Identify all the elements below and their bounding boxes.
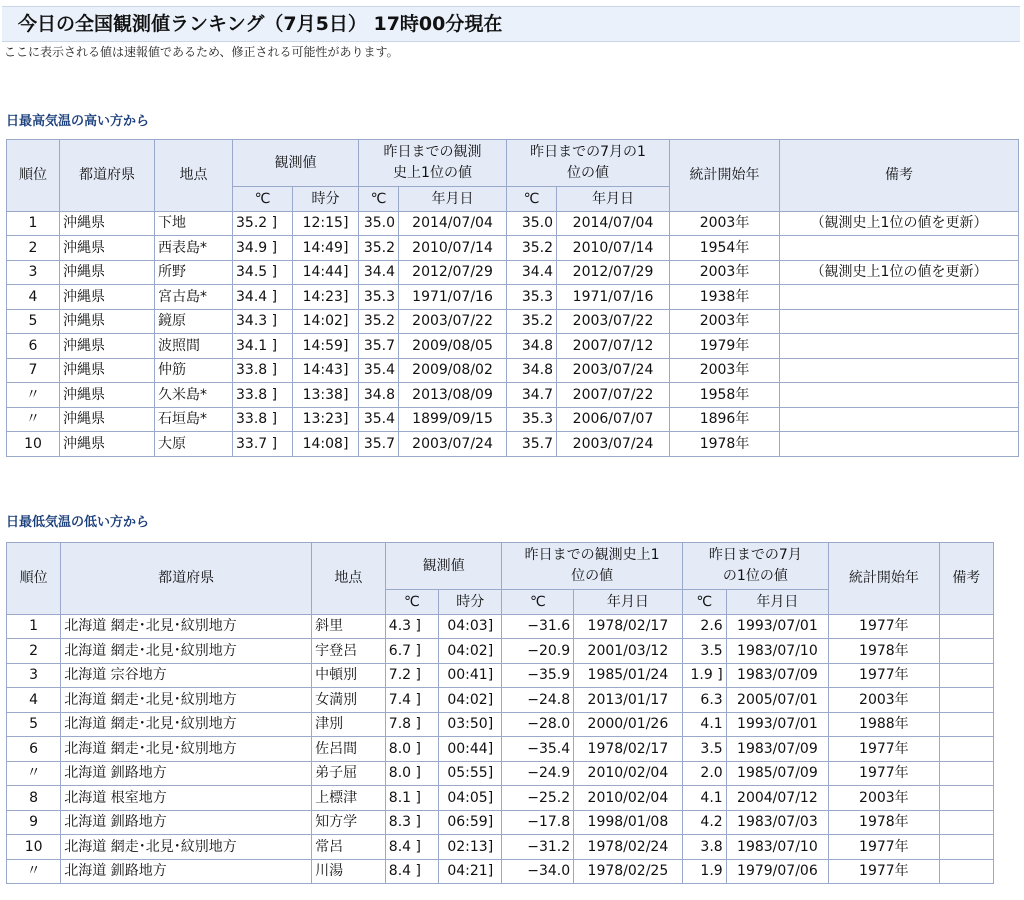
observed-value-cell: 8.3 ]	[385, 810, 438, 835]
low-section-title: 日最低気温の低い方から	[6, 515, 150, 530]
site-cell: 鏡原	[155, 309, 233, 334]
month-record-value-cell: 2.6	[682, 614, 726, 639]
site-cell: 津別	[312, 712, 386, 737]
site-cell: 波照間	[155, 334, 233, 359]
month-record-date-cell: 1971/07/16	[557, 285, 670, 310]
month-record-date-cell: 1993/07/01	[726, 712, 828, 737]
record-value-cell: −35.4	[502, 737, 574, 762]
header-unit: ℃	[502, 590, 574, 615]
record-value-cell: −24.9	[502, 761, 574, 786]
start-year-cell: 1977年	[829, 835, 940, 860]
observed-time-cell: 02:13]	[439, 835, 502, 860]
header-record-month: 昨日までの7月の1位の値	[507, 140, 670, 187]
observed-time-cell: 04:02]	[439, 639, 502, 664]
record-value-cell: −17.8	[502, 810, 574, 835]
month-record-date-cell: 1993/07/01	[726, 614, 828, 639]
observed-value-cell: 8.0 ]	[385, 737, 438, 762]
month-record-date-cell: 1983/07/09	[726, 737, 828, 762]
prefecture-cell: 沖縄県	[60, 211, 155, 236]
start-year-cell: 1978年	[670, 432, 780, 457]
site-cell: 佐呂間	[312, 737, 386, 762]
observed-value-cell: 34.3 ]	[233, 309, 293, 334]
header-time: 時分	[439, 590, 502, 615]
rank-cell: 7	[7, 358, 60, 383]
record-date-cell: 1971/07/16	[399, 285, 507, 310]
start-year-cell: 1977年	[829, 614, 940, 639]
rank-cell: 4	[7, 688, 61, 713]
note-cell	[939, 688, 993, 713]
record-value-cell: 35.4	[359, 407, 399, 432]
month-record-value-cell: 1.9	[682, 859, 726, 884]
prefecture-cell: 北海道 網走･北見･紋別地方	[61, 737, 312, 762]
month-record-value-cell: 6.3	[682, 688, 726, 713]
note-cell: （観測史上1位の値を更新）	[780, 260, 1019, 285]
record-value-cell: 34.8	[359, 383, 399, 408]
record-date-cell: 1985/01/24	[574, 663, 683, 688]
table-row	[7, 737, 994, 762]
start-year-cell: 2003年	[670, 211, 780, 236]
record-date-cell: 2014/07/04	[399, 211, 507, 236]
table-row	[7, 712, 994, 737]
start-year-cell: 1896年	[670, 407, 780, 432]
page-title: 今日の全国観測値ランキング（7月5日） 17時00分現在	[18, 13, 503, 35]
observed-value-cell: 7.8 ]	[385, 712, 438, 737]
month-record-value-cell: 35.2	[507, 236, 557, 261]
start-year-cell: 1988年	[829, 712, 940, 737]
rank-cell: 〃	[7, 859, 61, 884]
observed-time-cell: 04:05]	[439, 786, 502, 811]
month-record-value-cell: 4.2	[682, 810, 726, 835]
record-value-cell: 35.4	[359, 358, 399, 383]
header-unit: ℃	[682, 590, 726, 615]
note-cell	[939, 810, 993, 835]
record-value-cell: −20.9	[502, 639, 574, 664]
header-record-month: 昨日までの7月の1位の値	[682, 543, 828, 590]
record-date-cell: 2010/07/14	[399, 236, 507, 261]
observed-value-cell: 34.9 ]	[233, 236, 293, 261]
header-date: 年月日	[574, 590, 683, 615]
note-cell	[939, 786, 993, 811]
note-cell	[939, 835, 993, 860]
header-observed: 観測値	[385, 543, 502, 590]
rank-cell: 10	[7, 835, 61, 860]
header-observed: 観測値	[233, 140, 359, 187]
record-date-cell: 2010/02/04	[574, 761, 683, 786]
site-cell: 川湯	[312, 859, 386, 884]
table-row	[7, 810, 994, 835]
record-date-cell: 2003/07/22	[399, 309, 507, 334]
month-record-value-cell: 35.7	[507, 432, 557, 457]
observed-time-cell: 03:50]	[439, 712, 502, 737]
month-record-date-cell: 2006/07/07	[557, 407, 670, 432]
observed-time-cell: 05:55]	[439, 761, 502, 786]
prefecture-cell: 沖縄県	[60, 309, 155, 334]
observed-value-cell: 8.0 ]	[385, 761, 438, 786]
rank-cell: 8	[7, 786, 61, 811]
table-row	[7, 761, 994, 786]
observed-time-cell: 14:59]	[293, 334, 359, 359]
observed-value-cell: 34.5 ]	[233, 260, 293, 285]
observed-time-cell: 14:23]	[293, 285, 359, 310]
month-record-date-cell: 1979/07/06	[726, 859, 828, 884]
start-year-cell: 1977年	[829, 761, 940, 786]
header-start-year: 統計開始年	[829, 543, 940, 615]
observed-time-cell: 04:21]	[439, 859, 502, 884]
header-record-all: 昨日までの観測史上1位の値	[359, 140, 507, 187]
observed-time-cell: 06:59]	[439, 810, 502, 835]
table-row	[7, 786, 994, 811]
site-cell: 石垣島*	[155, 407, 233, 432]
header-site: 地点	[155, 140, 233, 212]
record-date-cell: 1978/02/17	[574, 737, 683, 762]
rank-cell: 6	[7, 334, 60, 359]
prefecture-cell: 北海道 網走･北見･紋別地方	[61, 639, 312, 664]
table-row	[7, 285, 1019, 310]
note-cell	[939, 639, 993, 664]
record-value-cell: 35.3	[359, 285, 399, 310]
prefecture-cell: 沖縄県	[60, 407, 155, 432]
month-record-date-cell: 1985/07/09	[726, 761, 828, 786]
prefecture-cell: 北海道 釧路地方	[61, 859, 312, 884]
observed-value-cell: 33.7 ]	[233, 432, 293, 457]
note-cell: （観測史上1位の値を更新）	[780, 211, 1019, 236]
record-value-cell: −34.0	[502, 859, 574, 884]
month-record-date-cell: 2010/07/14	[557, 236, 670, 261]
observed-value-cell: 8.4 ]	[385, 859, 438, 884]
month-record-value-cell: 3.5	[682, 639, 726, 664]
month-record-date-cell: 1983/07/10	[726, 835, 828, 860]
rank-cell: 〃	[7, 383, 60, 408]
record-date-cell: 2009/08/05	[399, 334, 507, 359]
month-record-date-cell: 2005/07/01	[726, 688, 828, 713]
observed-value-cell: 8.1 ]	[385, 786, 438, 811]
observed-time-cell: 14:44]	[293, 260, 359, 285]
header-record-all: 昨日までの観測史上1位の値	[502, 543, 682, 590]
header-time: 時分	[293, 187, 359, 212]
table-row	[7, 407, 1019, 432]
site-cell: 仲筋	[155, 358, 233, 383]
start-year-cell: 2003年	[829, 786, 940, 811]
observed-time-cell: 14:43]	[293, 358, 359, 383]
month-record-value-cell: 4.1	[682, 712, 726, 737]
month-record-date-cell: 2014/07/04	[557, 211, 670, 236]
month-record-value-cell: 34.7	[507, 383, 557, 408]
observed-time-cell: 14:49]	[293, 236, 359, 261]
record-date-cell: 2003/07/24	[399, 432, 507, 457]
site-cell: 久米島*	[155, 383, 233, 408]
record-date-cell: 1978/02/24	[574, 835, 683, 860]
rank-cell: 3	[7, 260, 60, 285]
header-site: 地点	[312, 543, 386, 615]
note-cell	[780, 285, 1019, 310]
observed-value-cell: 33.8 ]	[233, 358, 293, 383]
record-value-cell: 35.2	[359, 236, 399, 261]
rank-cell: 9	[7, 810, 61, 835]
high-temp-table	[6, 139, 1019, 457]
record-date-cell: 1998/01/08	[574, 810, 683, 835]
observed-value-cell: 33.8 ]	[233, 407, 293, 432]
observed-time-cell: 00:44]	[439, 737, 502, 762]
header-note: 備考	[939, 543, 993, 615]
record-value-cell: 35.7	[359, 432, 399, 457]
note-cell	[780, 432, 1019, 457]
prefecture-cell: 沖縄県	[60, 285, 155, 310]
month-record-value-cell: 34.8	[507, 334, 557, 359]
start-year-cell: 1977年	[829, 859, 940, 884]
observed-value-cell: 7.2 ]	[385, 663, 438, 688]
prefecture-cell: 沖縄県	[60, 236, 155, 261]
header-unit: ℃	[385, 590, 438, 615]
month-record-value-cell: 35.2	[507, 309, 557, 334]
month-record-value-cell: 35.3	[507, 407, 557, 432]
start-year-cell: 1977年	[829, 737, 940, 762]
start-year-cell: 2003年	[829, 688, 940, 713]
rank-cell: 2	[7, 236, 60, 261]
header-unit: ℃	[507, 187, 557, 212]
prefecture-cell: 北海道 根室地方	[61, 786, 312, 811]
observed-value-cell: 34.1 ]	[233, 334, 293, 359]
rank-cell: 2	[7, 639, 61, 664]
record-value-cell: 35.0	[359, 211, 399, 236]
record-value-cell: 34.4	[359, 260, 399, 285]
note-cell	[939, 614, 993, 639]
header-start-year: 統計開始年	[670, 140, 780, 212]
month-record-date-cell: 1983/07/10	[726, 639, 828, 664]
rank-cell: 〃	[7, 761, 61, 786]
month-record-date-cell: 2012/07/29	[557, 260, 670, 285]
record-value-cell: −31.2	[502, 835, 574, 860]
month-record-value-cell: 35.3	[507, 285, 557, 310]
start-year-cell: 1954年	[670, 236, 780, 261]
month-record-value-cell: 4.1	[682, 786, 726, 811]
start-year-cell: 1938年	[670, 285, 780, 310]
start-year-cell: 2003年	[670, 309, 780, 334]
observed-time-cell: 13:38]	[293, 383, 359, 408]
prefecture-cell: 北海道 釧路地方	[61, 810, 312, 835]
record-date-cell: 2001/03/12	[574, 639, 683, 664]
month-record-value-cell: 35.0	[507, 211, 557, 236]
prefecture-cell: 北海道 網走･北見･紋別地方	[61, 688, 312, 713]
rank-cell: 5	[7, 309, 60, 334]
rank-cell: 6	[7, 737, 61, 762]
rank-cell: 4	[7, 285, 60, 310]
start-year-cell: 1958年	[670, 383, 780, 408]
month-record-date-cell: 2004/07/12	[726, 786, 828, 811]
prefecture-cell: 沖縄県	[60, 358, 155, 383]
table-row	[7, 358, 1019, 383]
rank-cell: 10	[7, 432, 60, 457]
observed-value-cell: 6.7 ]	[385, 639, 438, 664]
header-rank: 順位	[7, 140, 60, 212]
site-cell: 大原	[155, 432, 233, 457]
start-year-cell: 2003年	[670, 358, 780, 383]
record-date-cell: 1978/02/25	[574, 859, 683, 884]
start-year-cell: 1979年	[670, 334, 780, 359]
table-row	[7, 260, 1019, 285]
observed-value-cell: 34.4 ]	[233, 285, 293, 310]
start-year-cell: 1978年	[829, 810, 940, 835]
note-cell	[939, 737, 993, 762]
site-cell: 常呂	[312, 835, 386, 860]
header-date: 年月日	[399, 187, 507, 212]
site-cell: 知方学	[312, 810, 386, 835]
month-record-value-cell: 3.8	[682, 835, 726, 860]
header-unit: ℃	[233, 187, 293, 212]
record-date-cell: 1899/09/15	[399, 407, 507, 432]
header-prefecture: 都道府県	[60, 140, 155, 212]
record-value-cell: −24.8	[502, 688, 574, 713]
month-record-value-cell: 2.0	[682, 761, 726, 786]
note-cell	[939, 663, 993, 688]
record-date-cell: 1978/02/17	[574, 614, 683, 639]
site-cell: 宮古島*	[155, 285, 233, 310]
prefecture-cell: 北海道 網走･北見･紋別地方	[61, 712, 312, 737]
record-value-cell: 35.7	[359, 334, 399, 359]
header-prefecture: 都道府県	[61, 543, 312, 615]
table-row	[7, 432, 1019, 457]
month-record-date-cell: 1983/07/03	[726, 810, 828, 835]
record-value-cell: −31.6	[502, 614, 574, 639]
note-cell	[939, 712, 993, 737]
rank-cell: 5	[7, 712, 61, 737]
prefecture-cell: 北海道 釧路地方	[61, 761, 312, 786]
start-year-cell: 1977年	[829, 663, 940, 688]
prefecture-cell: 沖縄県	[60, 334, 155, 359]
observed-value-cell: 35.2 ]	[233, 211, 293, 236]
record-date-cell: 2010/02/04	[574, 786, 683, 811]
record-value-cell: −25.2	[502, 786, 574, 811]
record-value-cell: 35.2	[359, 309, 399, 334]
month-record-value-cell: 34.4	[507, 260, 557, 285]
month-record-date-cell: 2003/07/24	[557, 432, 670, 457]
month-record-date-cell: 2007/07/22	[557, 383, 670, 408]
site-cell: 上標津	[312, 786, 386, 811]
prefecture-cell: 北海道 網走･北見･紋別地方	[61, 614, 312, 639]
note-cell	[780, 309, 1019, 334]
site-cell: 弟子屈	[312, 761, 386, 786]
note-cell	[780, 236, 1019, 261]
observed-time-cell: 00:41]	[439, 663, 502, 688]
table-row	[7, 688, 994, 713]
prefecture-cell: 沖縄県	[60, 260, 155, 285]
table-row	[7, 383, 1019, 408]
table-row	[7, 309, 1019, 334]
note-cell	[939, 859, 993, 884]
header-date: 年月日	[557, 187, 670, 212]
note-cell	[780, 358, 1019, 383]
table-row	[7, 639, 994, 664]
observed-value-cell: 8.4 ]	[385, 835, 438, 860]
observed-time-cell: 14:02]	[293, 309, 359, 334]
site-cell: 下地	[155, 211, 233, 236]
rank-cell: 1	[7, 211, 60, 236]
observed-value-cell: 33.8 ]	[233, 383, 293, 408]
site-cell: 女満別	[312, 688, 386, 713]
site-cell: 西表島*	[155, 236, 233, 261]
site-cell: 宇登呂	[312, 639, 386, 664]
header-unit: ℃	[359, 187, 399, 212]
observed-value-cell: 7.4 ]	[385, 688, 438, 713]
observed-time-cell: 14:08]	[293, 432, 359, 457]
note-cell	[780, 383, 1019, 408]
high-section-title: 日最高気温の高い方から	[6, 114, 150, 129]
header-date: 年月日	[726, 590, 828, 615]
table-row	[7, 835, 994, 860]
header-note: 備考	[780, 140, 1019, 212]
month-record-value-cell: 34.8	[507, 358, 557, 383]
month-record-date-cell: 2007/07/12	[557, 334, 670, 359]
record-date-cell: 2013/08/09	[399, 383, 507, 408]
prefecture-cell: 沖縄県	[60, 432, 155, 457]
table-row	[7, 211, 1019, 236]
record-date-cell: 2000/01/26	[574, 712, 683, 737]
record-date-cell: 2009/08/02	[399, 358, 507, 383]
start-year-cell: 2003年	[670, 260, 780, 285]
month-record-date-cell: 2003/07/24	[557, 358, 670, 383]
prefecture-cell: 北海道 宗谷地方	[61, 663, 312, 688]
table-row	[7, 859, 994, 884]
site-cell: 中頓別	[312, 663, 386, 688]
start-year-cell: 1978年	[829, 639, 940, 664]
note-cell	[780, 407, 1019, 432]
rank-cell: 〃	[7, 407, 60, 432]
observed-time-cell: 04:03]	[439, 614, 502, 639]
record-value-cell: −28.0	[502, 712, 574, 737]
site-cell: 所野	[155, 260, 233, 285]
observed-value-cell: 4.3 ]	[385, 614, 438, 639]
table-row	[7, 614, 994, 639]
month-record-value-cell: 1.9 ]	[682, 663, 726, 688]
observed-time-cell: 12:15]	[293, 211, 359, 236]
rank-cell: 1	[7, 614, 61, 639]
note-cell	[939, 761, 993, 786]
table-row	[7, 236, 1019, 261]
record-date-cell: 2013/01/17	[574, 688, 683, 713]
notice-text: ここに表示される値は速報値であるため、修正される可能性があります。	[4, 45, 399, 59]
observed-time-cell: 04:02]	[439, 688, 502, 713]
month-record-date-cell: 1983/07/09	[726, 663, 828, 688]
rank-cell: 3	[7, 663, 61, 688]
low-temp-table	[6, 542, 994, 884]
prefecture-cell: 沖縄県	[60, 383, 155, 408]
observed-time-cell: 13:23]	[293, 407, 359, 432]
record-date-cell: 2012/07/29	[399, 260, 507, 285]
table-row	[7, 663, 994, 688]
note-cell	[780, 334, 1019, 359]
site-cell: 斜里	[312, 614, 386, 639]
table-row	[7, 334, 1019, 359]
record-value-cell: −35.9	[502, 663, 574, 688]
header-rank: 順位	[7, 543, 61, 615]
month-record-date-cell: 2003/07/22	[557, 309, 670, 334]
title-bar	[2, 6, 1020, 42]
month-record-value-cell: 3.5	[682, 737, 726, 762]
prefecture-cell: 北海道 網走･北見･紋別地方	[61, 835, 312, 860]
